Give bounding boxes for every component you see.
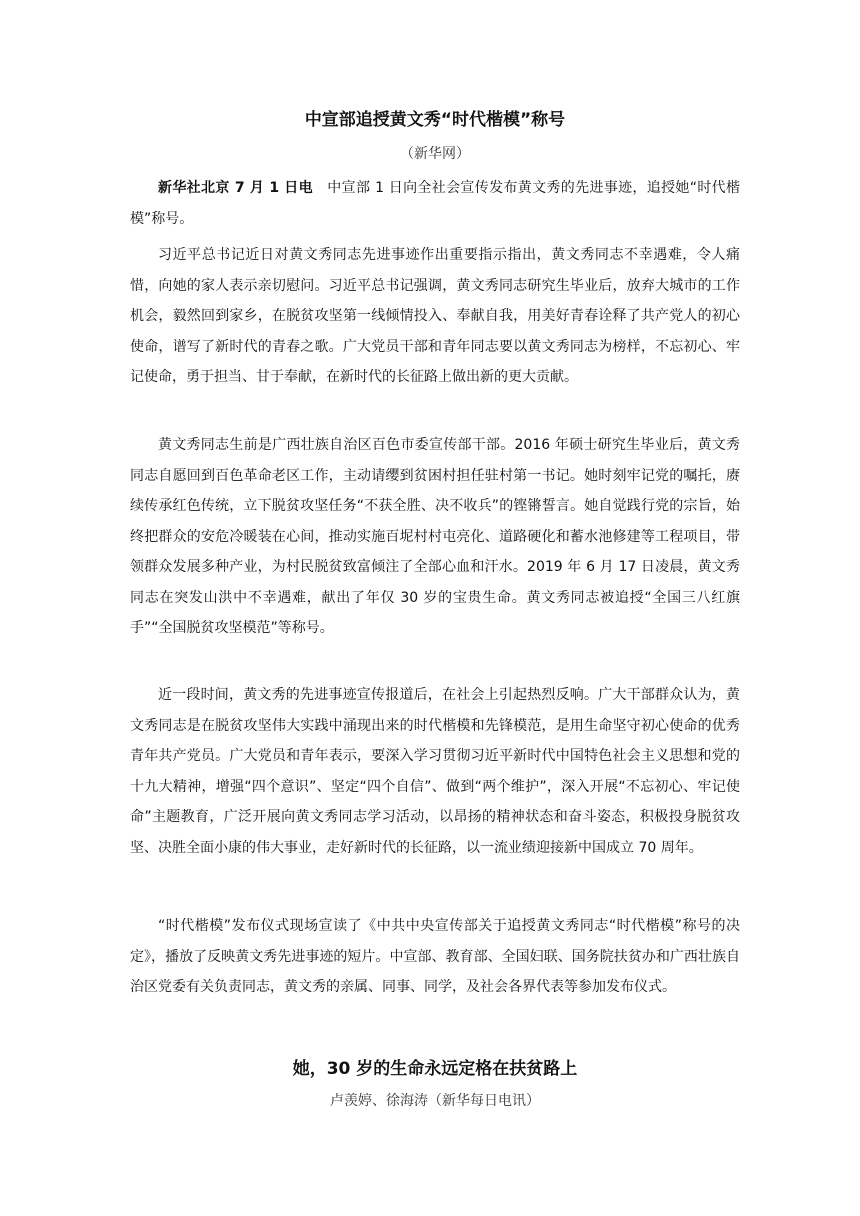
second-article-byline: 卢羡婷、徐海涛（新华每日电讯） [330, 1093, 540, 1109]
body-paragraph-3: 近一段时间，黄文秀的先进事迹宣传报道后，在社会上引起热烈反响。广大干部群众认为，黄文秀同志是在脱贫攻坚伟大实践中涌现出来的时代楷模和先锋模范，是用生命坚守初心使命的优秀青年共产党员。广大党员和青年表示，要深入学习贯彻习近平新时代中国特色社会主义思想和党的十九大精神，增强“四个意识”、坚定“四个自信”、做到“两个维护”，深入开展“不忘初心、牢记使命”主题教育，广泛开展向黄文秀同志学习活动，以昂扬的精神状态和奋斗姿态，积极投身脱贫攻坚、决胜全面小康的伟大事业，走好新时代的长征路，以一流业绩迎接新中国成立 70 周年。 [130, 687, 740, 856]
article-title: 中宣部追授黄文秀“时代楷模”称号 [304, 110, 566, 130]
lead-paragraph [130, 173, 740, 234]
body-paragraph-2: 黄文秀同志生前是广西壮族自治区百色市委宣传部干部。2016 年硕士研究生毕业后，黄文秀同志自愿回到百色革命老区工作，主动请缨到贫困村担任驻村第一书记。她时刻牢记党的嘱托，赓续传承红色传统，立下脱贫攻坚任务“不获全胜、决不收兵”的铿锵誓言。她自觉践行党的宗旨，始终把群众的安危冷暖装在心间，推动实施百坭村村屯亮化、道路硬化和蓄水池修建等工程项目，带领群众发展多种产业，为村民脱贫致富倾注了全部心血和汗水。2019 年 6 月 17 日凌晨，黄文秀同志在突发山洪中不幸遇难，献出了年仅 30 岁的宝贵生命。黄文秀同志被追授“全国三八红旗手”“全国脱贫攻坚模范”等称号。 [130, 437, 740, 636]
dateline: 新华社北京 7 月 1 日电 [158, 180, 313, 196]
lead-text: 中宣部 1 日向全社会宣传发布黄文秀的先进事迹，追授她“时代楷模”称号。 [130, 180, 740, 227]
article-source: （新华网） [400, 146, 470, 162]
body-paragraph-1: 习近平总书记近日对黄文秀同志先进事迹作出重要指示指出，黄文秀同志不幸遇难，令人痛惜，向她的家人表示亲切慰问。习近平总书记强调，黄文秀同志研究生毕业后，放弃大城市的工作机会，毅然回到家乡，在脱贫攻坚第一线倾情投入、奉献自我，用美好青春诠释了共产党人的初心使命，谱写了新时代的青春之歌。广大党员干部和青年同志要以黄文秀同志为榜样，不忘初心、牢记使命，勇于担当、甘于奉献，在新时代的长征路上做出新的更大贡献。 [130, 247, 740, 385]
body-paragraph-4: “时代楷模”发布仪式现场宣读了《中共中央宣传部关于追授黄文秀同志“时代楷模”称号的决定》，播放了反映黄文秀先进事迹的短片。中宣部、教育部、全国妇联、国务院扶贫办和广西壮族自治区党委有关负责同志，黄文秀的亲属、同事、同学，及社会各界代表等参加发布仪式。 [130, 918, 740, 995]
second-article-title: 她，30 岁的生命永远定格在扶贫路上 [292, 1059, 578, 1079]
